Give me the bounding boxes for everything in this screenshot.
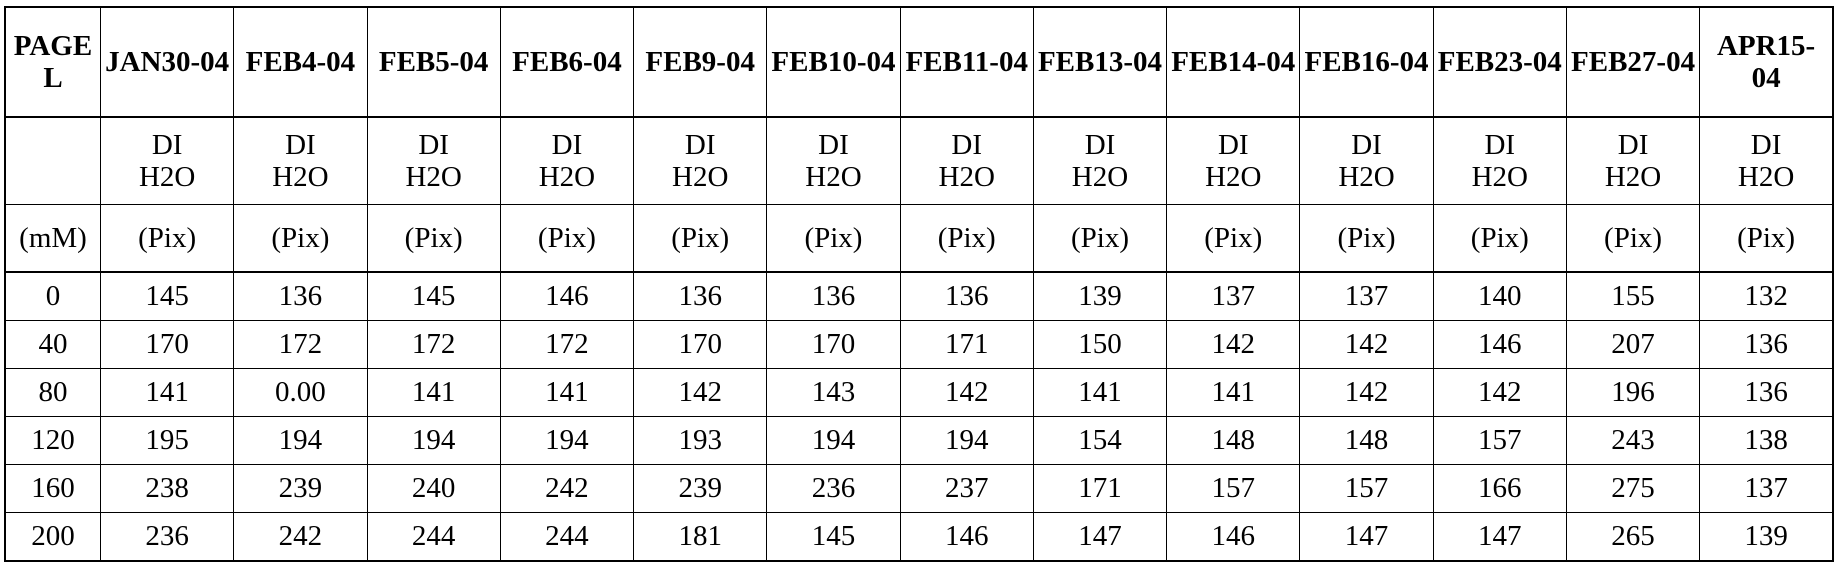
unit-cell: (Pix) (634, 205, 767, 273)
data-cell: 141 (500, 369, 633, 417)
unit-cell: (Pix) (234, 205, 367, 273)
data-cell: 141 (1033, 369, 1166, 417)
subheader-cell (1566, 117, 1699, 205)
data-cell: 243 (1566, 417, 1699, 465)
unit-cell: (Pix) (900, 205, 1033, 273)
data-cell: 139 (1700, 513, 1833, 562)
data-cell: 143 (767, 369, 900, 417)
data-cell: 145 (367, 272, 500, 321)
unit-cell: (Pix) (367, 205, 500, 273)
unit-cell: (Pix) (1300, 205, 1433, 273)
data-cell: 194 (767, 417, 900, 465)
subheader-line2: H2O (1338, 161, 1395, 193)
data-cell: 147 (1300, 513, 1433, 562)
unit-cell: (Pix) (767, 205, 900, 273)
subheader-cell (1433, 117, 1566, 205)
data-cell: 146 (500, 272, 633, 321)
column-header: FEB10-04 (767, 7, 900, 117)
subheader-cell (1167, 117, 1300, 205)
data-cell: 171 (1033, 465, 1166, 513)
subheader-line1: DI (1217, 128, 1249, 161)
row-label: 40 (5, 321, 101, 369)
table-row (5, 321, 1833, 369)
data-cell: 0.00 (234, 369, 367, 417)
table-row (5, 272, 1833, 321)
column-header: FEB23-04 (1433, 7, 1566, 117)
table-row (5, 417, 1833, 465)
unit-cell: (Pix) (1566, 205, 1699, 273)
data-cell: 157 (1300, 465, 1433, 513)
data-cell: 145 (767, 513, 900, 562)
subheader-cell (1033, 117, 1166, 205)
unit-cell: (Pix) (101, 205, 234, 273)
data-cell: 146 (900, 513, 1033, 562)
data-cell: 242 (234, 513, 367, 562)
column-header: JAN30-04 (101, 7, 234, 117)
subheader-line2: H2O (938, 161, 995, 193)
data-cell: 170 (634, 321, 767, 369)
data-cell: 236 (101, 513, 234, 562)
data-cell: 157 (1433, 417, 1566, 465)
row-label: 160 (5, 465, 101, 513)
subheader-cell (234, 117, 367, 205)
data-cell: 146 (1167, 513, 1300, 562)
data-cell: 171 (900, 321, 1033, 369)
column-header: FEB14-04 (1167, 7, 1300, 117)
data-cell: 147 (1033, 513, 1166, 562)
column-header: FEB9-04 (634, 7, 767, 117)
data-cell: 148 (1300, 417, 1433, 465)
data-cell: 196 (1566, 369, 1699, 417)
data-cell: 139 (1033, 272, 1166, 321)
subheader-line1: DI (1750, 128, 1782, 161)
row-label: 200 (5, 513, 101, 562)
data-cell: 195 (101, 417, 234, 465)
data-cell: 157 (1167, 465, 1300, 513)
data-cell: 148 (1167, 417, 1300, 465)
data-cell: 137 (1167, 272, 1300, 321)
data-cell: 146 (1433, 321, 1566, 369)
subheader-line2: H2O (272, 161, 329, 193)
row-label: 80 (5, 369, 101, 417)
column-header: FEB5-04 (367, 7, 500, 117)
row-label: 120 (5, 417, 101, 465)
data-cell: 142 (900, 369, 1033, 417)
data-cell: 172 (500, 321, 633, 369)
data-cell: 136 (900, 272, 1033, 321)
column-header: FEB11-04 (900, 7, 1033, 117)
table-unit-row (5, 205, 1833, 273)
data-cell: 142 (1167, 321, 1300, 369)
subheader-line2: H2O (805, 161, 862, 193)
row-label-unit: (mM) (5, 205, 101, 273)
data-cell: 147 (1433, 513, 1566, 562)
data-cell: 142 (634, 369, 767, 417)
subheader-cell (367, 117, 500, 205)
subheader-line2: H2O (138, 161, 196, 193)
data-cell: 142 (1300, 321, 1433, 369)
data-cell: 172 (234, 321, 367, 369)
data-cell: 244 (500, 513, 633, 562)
subheader-blank-cell (5, 117, 101, 205)
data-cell: 244 (367, 513, 500, 562)
row-label-header: PAGEL (5, 7, 101, 117)
data-cell: 136 (634, 272, 767, 321)
table-header-row (5, 7, 1833, 117)
data-cell: 132 (1700, 272, 1833, 321)
column-header: FEB27-04 (1566, 7, 1699, 117)
data-cell: 136 (1700, 321, 1833, 369)
data-cell: 194 (234, 417, 367, 465)
subheader-line2: H2O (1737, 161, 1795, 193)
subheader-line1: DI (1084, 128, 1116, 161)
data-cell: 136 (767, 272, 900, 321)
column-header: APR15-04 (1700, 7, 1833, 117)
data-cell: 207 (1566, 321, 1699, 369)
data-cell: 137 (1700, 465, 1833, 513)
data-cell: 142 (1300, 369, 1433, 417)
unit-cell: (Pix) (500, 205, 633, 273)
subheader-cell (101, 117, 234, 205)
subheader-line2: H2O (1471, 161, 1528, 193)
data-cell: 141 (1167, 369, 1300, 417)
table-body (5, 272, 1833, 561)
data-cell: 141 (101, 369, 234, 417)
data-cell: 236 (767, 465, 900, 513)
data-cell: 240 (367, 465, 500, 513)
subheader-line1: DI (1351, 128, 1382, 161)
unit-cell: (Pix) (1700, 205, 1833, 273)
data-cell: 138 (1700, 417, 1833, 465)
row-label: 0 (5, 272, 101, 321)
data-cell: 193 (634, 417, 767, 465)
data-cell: 166 (1433, 465, 1566, 513)
data-cell: 154 (1033, 417, 1166, 465)
data-cell: 237 (900, 465, 1033, 513)
unit-cell: (Pix) (1167, 205, 1300, 273)
table-subheader-row (5, 117, 1833, 205)
subheader-line1: DI (951, 128, 983, 161)
data-cell: 140 (1433, 272, 1566, 321)
subheader-line1: DI (551, 128, 583, 161)
data-cell: 275 (1566, 465, 1699, 513)
subheader-line2: H2O (672, 161, 729, 193)
subheader-line2: H2O (405, 161, 462, 193)
column-header: FEB6-04 (500, 7, 633, 117)
data-cell: 239 (234, 465, 367, 513)
table-row (5, 513, 1833, 562)
subheader-line1: DI (285, 128, 316, 161)
subheader-line1: DI (151, 128, 183, 161)
subheader-cell (1700, 117, 1833, 205)
data-cell: 242 (500, 465, 633, 513)
subheader-cell (767, 117, 900, 205)
data-cell: 194 (367, 417, 500, 465)
subheader-line1: DI (684, 128, 716, 161)
unit-cell: (Pix) (1033, 205, 1166, 273)
subheader-cell (634, 117, 767, 205)
data-cell: 170 (101, 321, 234, 369)
data-cell: 170 (767, 321, 900, 369)
data-cell: 136 (234, 272, 367, 321)
column-header: FEB4-04 (234, 7, 367, 117)
subheader-line1: DI (1484, 128, 1516, 161)
data-cell: 194 (500, 417, 633, 465)
subheader-line2: H2O (1604, 161, 1662, 193)
subheader-cell (1300, 117, 1433, 205)
column-header: FEB13-04 (1033, 7, 1166, 117)
data-cell: 145 (101, 272, 234, 321)
subheader-line1: DI (1617, 128, 1649, 161)
table-row (5, 465, 1833, 513)
table-header (5, 7, 1833, 272)
data-cell: 172 (367, 321, 500, 369)
data-cell: 155 (1566, 272, 1699, 321)
data-cell: 150 (1033, 321, 1166, 369)
subheader-line2: H2O (538, 161, 596, 193)
data-cell: 142 (1433, 369, 1566, 417)
data-cell: 194 (900, 417, 1033, 465)
subheader-line2: H2O (1205, 161, 1262, 193)
table-row (5, 369, 1833, 417)
unit-cell: (Pix) (1433, 205, 1566, 273)
subheader-line2: H2O (1071, 161, 1129, 193)
subheader-line1: DI (818, 128, 849, 161)
data-cell: 265 (1566, 513, 1699, 562)
subheader-line1: DI (418, 128, 449, 161)
subheader-cell (900, 117, 1033, 205)
data-cell: 239 (634, 465, 767, 513)
measurements-table (4, 6, 1834, 562)
column-header: FEB16-04 (1300, 7, 1433, 117)
data-cell: 136 (1700, 369, 1833, 417)
data-cell: 141 (367, 369, 500, 417)
data-cell: 238 (101, 465, 234, 513)
data-cell: 181 (634, 513, 767, 562)
data-cell: 137 (1300, 272, 1433, 321)
subheader-cell (500, 117, 633, 205)
